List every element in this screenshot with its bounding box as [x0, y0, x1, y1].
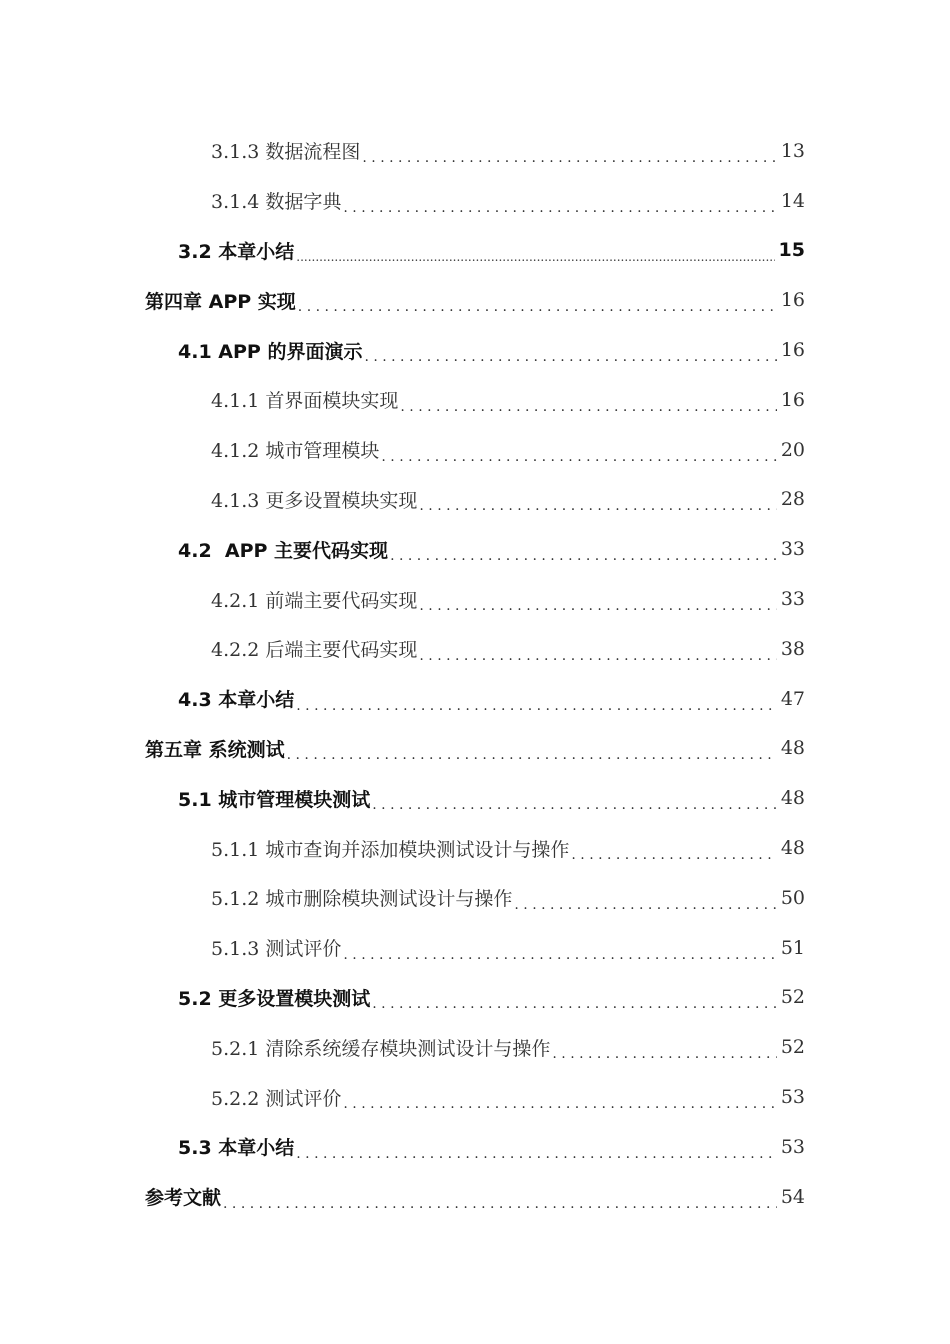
toc-entry-title: 5.1 城市管理模块测试	[178, 788, 371, 811]
toc-entry-page: 16	[780, 289, 805, 312]
toc-entry-3-2[interactable]	[0, 226, 950, 276]
toc-dot-leader	[400, 402, 776, 425]
toc-dot-leader	[419, 501, 776, 524]
toc-entry-4-1-3[interactable]	[0, 475, 950, 525]
toc-entry-title: 5.2.2 测试评价	[211, 1087, 342, 1110]
toc-entry-title: 4.2 APP 主要代码实现	[178, 539, 389, 562]
toc-entry-page: 48	[780, 737, 805, 760]
toc-entry-5-3[interactable]	[0, 1122, 950, 1172]
toc-entry-page: 48	[780, 787, 805, 810]
toc-dot-leader	[298, 302, 777, 325]
toc-entry-title: 5.1.2 城市删除模块测试设计与操作	[211, 888, 513, 911]
toc-entry-4-2-2[interactable]	[0, 624, 950, 674]
toc-dot-leader	[419, 601, 776, 624]
toc-entry-3-1-4[interactable]	[0, 176, 950, 226]
toc-entry-5-2-2[interactable]	[0, 1072, 950, 1122]
toc-dot-leader	[296, 252, 774, 275]
toc-entry-title: 第五章 系统测试	[145, 738, 285, 761]
toc-dot-leader	[419, 651, 776, 674]
toc-entry-page: 38	[780, 637, 805, 660]
toc-entry-4-1-1[interactable]	[0, 375, 950, 425]
toc-dot-leader	[287, 750, 777, 773]
toc-entry-chapter-4[interactable]	[0, 275, 950, 325]
toc-dot-leader	[571, 850, 776, 873]
toc-entry-5-1-1[interactable]	[0, 823, 950, 873]
toc-entry-title: 4.1.1 首界面模块实现	[211, 390, 399, 413]
toc-entry-title: 第四章 APP 实现	[145, 290, 296, 313]
toc-entry-page: 53	[780, 1086, 805, 1109]
toc-entry-chapter-5[interactable]	[0, 724, 950, 774]
toc-entry-title: 4.2.2 后端主要代码实现	[211, 639, 418, 662]
toc-entry-5-1-2[interactable]	[0, 873, 950, 923]
toc-entry-page: 48	[780, 837, 805, 860]
toc-entry-page: 50	[780, 886, 805, 909]
toc-entry-page: 54	[780, 1185, 805, 1208]
toc-entry-5-2-1[interactable]	[0, 1022, 950, 1072]
toc-entry-page: 15	[778, 239, 805, 262]
toc-entry-page: 13	[780, 139, 805, 162]
table-of-contents	[0, 126, 950, 1222]
toc-entry-title: 4.3 本章小结	[178, 689, 295, 712]
toc-entry-title: 5.3 本章小结	[178, 1137, 295, 1160]
toc-entry-5-2[interactable]	[0, 973, 950, 1023]
toc-entry-page: 53	[780, 1135, 805, 1158]
toc-dot-leader	[372, 800, 777, 823]
toc-dot-leader	[552, 1049, 776, 1072]
toc-entry-title: 4.1 APP 的界面演示	[178, 340, 363, 363]
toc-entry-3-1-3[interactable]	[0, 126, 950, 176]
toc-entry-4-1-2[interactable]	[0, 425, 950, 475]
toc-dot-leader	[343, 203, 776, 226]
toc-entry-page: 33	[780, 588, 805, 611]
toc-entry-page: 16	[780, 339, 805, 362]
toc-entry-title: 5.2 更多设置模块测试	[178, 987, 371, 1010]
toc-entry-title: 5.1.3 测试评价	[211, 938, 342, 961]
toc-entry-title: 3.1.3 数据流程图	[211, 141, 361, 164]
toc-entry-page: 16	[780, 388, 805, 411]
toc-entry-title: 参考文献	[145, 1187, 222, 1210]
toc-entry-page: 52	[780, 986, 805, 1009]
toc-dot-leader	[372, 999, 777, 1022]
toc-dot-leader	[514, 900, 776, 923]
toc-dot-leader	[362, 153, 776, 176]
toc-entry-title: 3.2 本章小结	[178, 240, 295, 263]
toc-entry-5-1-3[interactable]	[0, 923, 950, 973]
toc-entry-page: 47	[780, 687, 805, 710]
toc-entry-page: 51	[780, 936, 805, 959]
toc-dot-leader	[343, 950, 776, 973]
toc-dot-leader	[343, 1099, 776, 1122]
toc-dot-leader	[296, 701, 777, 724]
toc-entry-4-2[interactable]	[0, 524, 950, 574]
toc-dot-leader	[364, 352, 776, 375]
toc-entry-4-2-1[interactable]	[0, 574, 950, 624]
toc-entry-title: 4.1.3 更多设置模块实现	[211, 489, 418, 512]
toc-entry-4-1[interactable]	[0, 325, 950, 375]
toc-entry-title: 5.2.1 清除系统缓存模块测试设计与操作	[211, 1037, 551, 1060]
toc-entry-title: 4.1.2 城市管理模块	[211, 440, 380, 463]
toc-dot-leader	[390, 551, 777, 574]
toc-entry-title: 5.1.1 城市查询并添加模块测试设计与操作	[211, 838, 570, 861]
toc-dot-leader	[223, 1199, 777, 1222]
toc-entry-title: 3.1.4 数据字典	[211, 191, 342, 214]
toc-dot-leader	[296, 1149, 777, 1172]
toc-entry-references[interactable]	[0, 1172, 950, 1222]
toc-dot-leader	[381, 452, 776, 475]
toc-entry-page: 28	[780, 488, 805, 511]
toc-entry-page: 33	[780, 538, 805, 561]
toc-entry-page: 52	[780, 1036, 805, 1059]
toc-entry-4-3[interactable]	[0, 674, 950, 724]
toc-entry-page: 14	[780, 189, 805, 212]
toc-entry-5-1[interactable]	[0, 773, 950, 823]
toc-entry-title: 4.2.1 前端主要代码实现	[211, 589, 418, 612]
toc-entry-page: 20	[780, 438, 805, 461]
